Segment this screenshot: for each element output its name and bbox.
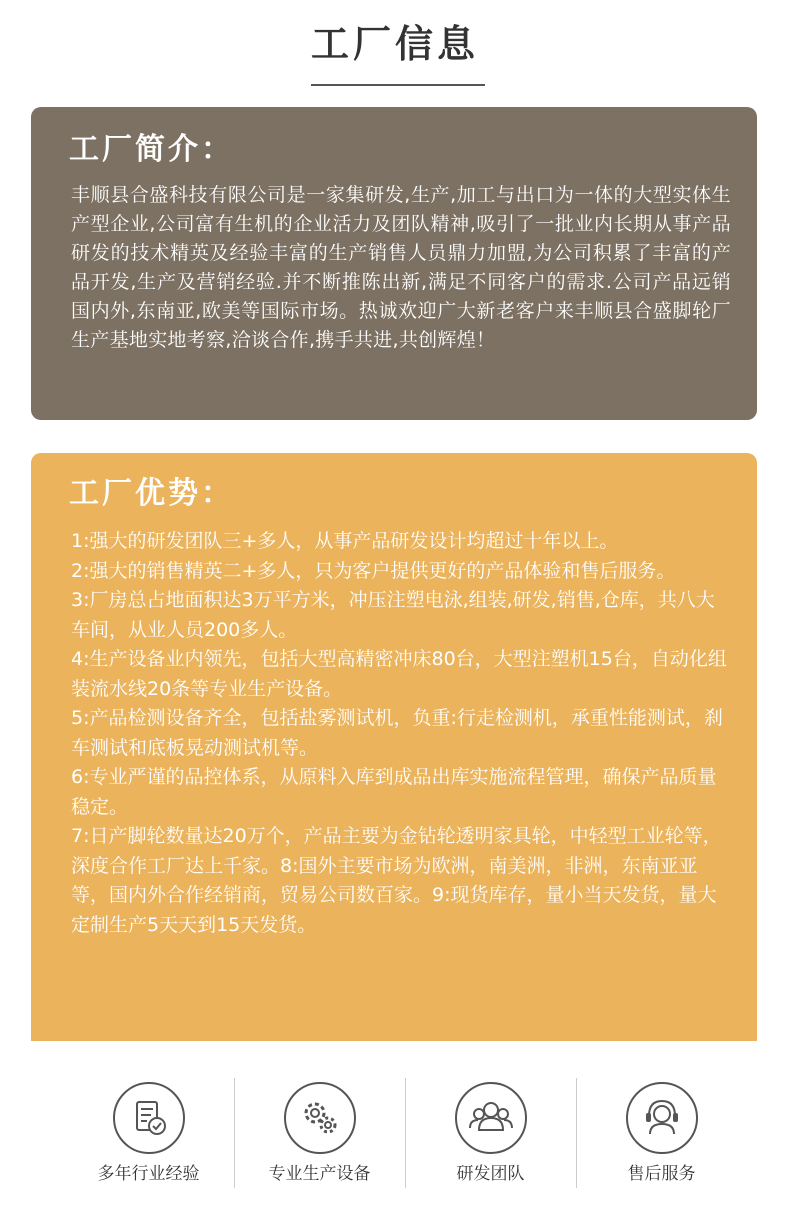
- feature-label: 多年行业经验: [97, 1164, 200, 1184]
- feature-label: 售后服务: [627, 1164, 696, 1184]
- title-underline: [311, 84, 485, 86]
- intro-card: [31, 107, 757, 420]
- advantage-item: 6:专业严谨的品控体系，从原料入库到成品出库实施流程管理，确保产品质量稳定。: [71, 766, 717, 818]
- intro-body: 丰顺县合盛科技有限公司是一家集研发,生产,加工与出口为一体的大型实体生产型企业,公司富有生机的企业活力及团队精神,吸引了一批业内长期从事产品研发的技术精英及经验丰富的生产销售人员鼎力加盟,为公司积累了丰富的产品开发,生产及营销经验.并不断推陈出新,满足不同客户的需求.公司产品远销国内外,东南亚,欧美等国际市场。热诚欢迎广大新老客户来丰顺县合盛脚轮厂生产基地实地考察,洽谈合作,携手共进,共创辉煌！: [71, 184, 731, 351]
- feature-experience: [63, 1070, 234, 1200]
- feature-equipment: [234, 1070, 405, 1200]
- advantages-list: [71, 527, 731, 940]
- headset-icon: [628, 1084, 696, 1152]
- feature-row: [63, 1070, 747, 1200]
- advantages-card: [31, 453, 757, 1041]
- page-title: 工厂信息: [310, 22, 479, 66]
- advantage-item: 3:厂房总占地面积达3万平方米，冲压注塑电泳,组装,研发,销售,仓库，共八大车间，从业人员200多人。: [71, 589, 715, 641]
- document-check-icon: [115, 1084, 183, 1152]
- advantage-item: 4:生产设备业内领先，包括大型高精密冲床80台，大型注塑机15台，自动化组装流水线20条等专业生产设备。: [71, 648, 727, 700]
- advantage-item: 7:日产脚轮数量达20万个，产品主要为金钻轮透明家具轮，中轻型工业轮等，深度合作工厂达上千家。8:国外主要市场为欧洲，南美洲，非洲，东南亚亚等，国内外合作经销商，贸易公司数百家。9:现货库存，量小当天发货，量大定制生产5天天到15天发货。: [71, 825, 722, 936]
- advantage-item: 2:强大的销售精英二+多人，只为客户提供更好的产品体验和售后服务。: [71, 559, 676, 582]
- advantage-item: 5:产品检测设备齐全，包括盐雾测试机，负重:行走检测机，承重性能测试，刹车测试和底板晃动测试机等。: [71, 707, 723, 759]
- feature-service: [576, 1070, 747, 1200]
- advantage-item: 1:强大的研发团队三+多人，从事产品研发设计均超过十年以上。: [71, 530, 619, 552]
- gears-icon: [286, 1084, 354, 1152]
- feature-label: 专业生产设备: [268, 1164, 371, 1184]
- team-icon: [457, 1084, 525, 1152]
- advantages-heading: 工厂优势：: [69, 476, 234, 511]
- feature-team: [405, 1070, 576, 1200]
- intro-heading: 工厂简介：: [69, 132, 234, 167]
- feature-label: 研发团队: [456, 1164, 525, 1184]
